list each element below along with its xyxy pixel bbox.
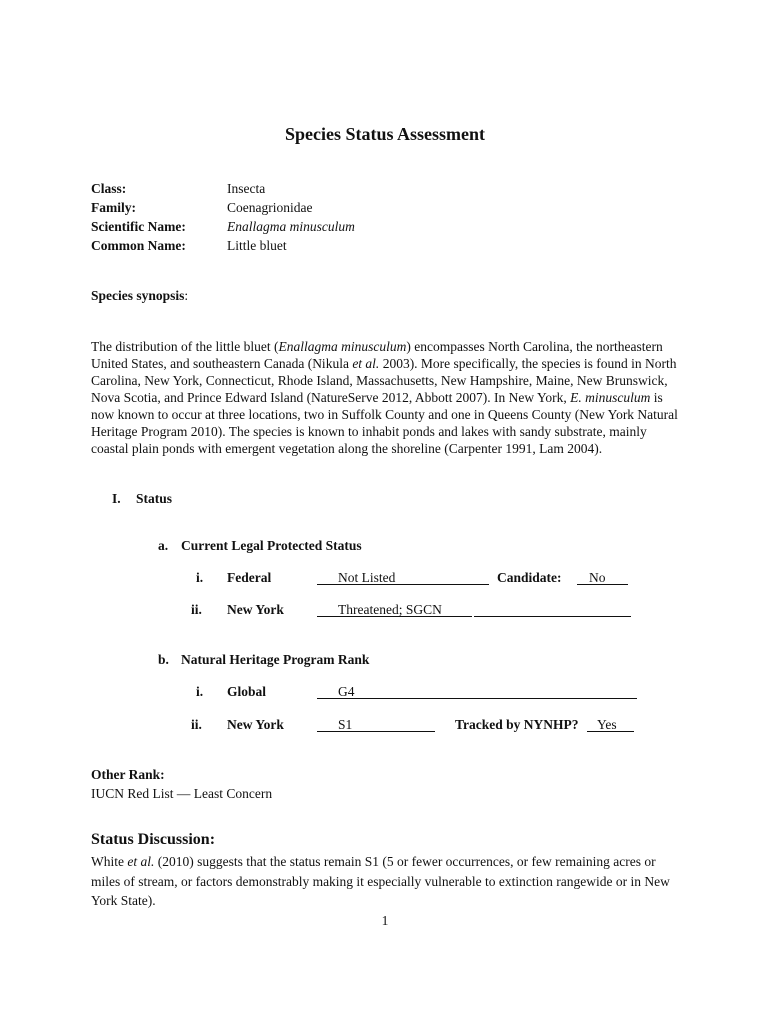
synopsis-text-2: ) encompasses North Carolina, the northeastern United States, and southeastern Canada (Nikula — [91, 339, 663, 371]
legal-status-heading: Current Legal Protected Status — [181, 538, 362, 553]
discussion-text-1: White — [91, 854, 128, 869]
other-rank-value: IUCN Red List — Least Concern — [91, 786, 273, 801]
status-number: I. — [112, 491, 121, 506]
ny-rank-number: ii. — [191, 717, 202, 732]
scientific-name-label: Scientific Name: — [91, 219, 186, 234]
common-name-label: Common Name: — [91, 238, 186, 253]
discussion-text-2: (2010) suggests that the status remain S1 (5 or fewer occurrences, or few remaining acres or miles of stream, or factors demonstrably making it especially vulnerable to extinction rangewide or in New York State). — [91, 854, 670, 908]
ny-legal-number: ii. — [191, 602, 202, 617]
candidate-value: No — [589, 570, 606, 585]
synopsis-text-4: is now known to occur at three locations, two in Suffolk County and one in Queens County (New York Natural Heritage Program 2010). The species is known to inhabit ponds and lakes with sandy substrate, mainly coastal plain ponds with emergent vegetation along the shoreline (Carpenter 1991, Lam 2004). — [91, 390, 678, 456]
synopsis-text-1: The distribution of the little bluet ( — [91, 339, 279, 354]
status-heading: Status — [136, 491, 173, 506]
synopsis-italic-3: E. minusculum — [570, 390, 651, 405]
family-label: Family: — [91, 200, 136, 215]
synopsis-heading-colon: : — [184, 288, 189, 303]
global-label: Global — [227, 684, 267, 699]
family-value: Coenagrionidae — [227, 200, 313, 215]
tracked-value: Yes — [597, 717, 617, 732]
ny-legal-value: Threatened; SGCN — [338, 602, 442, 617]
synopsis-heading-text: Species synopsis — [91, 288, 185, 303]
discussion-italic-1: et al. — [127, 854, 155, 869]
global-underline — [317, 698, 637, 699]
other-rank-label: Other Rank: — [91, 767, 165, 782]
heritage-rank-heading: Natural Heritage Program Rank — [181, 652, 370, 667]
federal-value: Not Listed — [338, 570, 396, 585]
global-value: G4 — [338, 684, 355, 699]
global-number: i. — [196, 684, 204, 699]
ny-legal-label: New York — [227, 602, 284, 617]
ny-rank-underline — [317, 731, 435, 732]
candidate-label: Candidate: — [497, 570, 562, 585]
class-label: Class: — [91, 181, 127, 196]
class-value: Insecta — [227, 181, 266, 196]
common-name-value: Little bluet — [227, 238, 287, 253]
federal-number: i. — [196, 570, 204, 585]
ny-legal-underline-2 — [474, 616, 631, 617]
ny-rank-value: S1 — [338, 717, 353, 732]
synopsis-italic-1: Enallagma minusculum — [278, 339, 407, 354]
synopsis-paragraph — [91, 338, 681, 457]
scientific-name-value: Enallagma minusculum — [227, 219, 355, 234]
legal-status-letter: a. — [158, 538, 169, 553]
page-number: 1 — [381, 913, 389, 928]
status-discussion-heading: Status Discussion: — [91, 831, 216, 848]
federal-label: Federal — [227, 570, 272, 585]
synopsis-heading — [91, 288, 188, 304]
status-discussion-paragraph — [91, 852, 681, 911]
synopsis-italic-2: et al. — [352, 356, 380, 371]
heritage-rank-letter: b. — [158, 652, 169, 667]
tracked-label: Tracked by NYNHP? — [455, 717, 579, 732]
page-title: Species Status Assessment — [284, 124, 485, 144]
synopsis-text-3: 2003). More specifically, the species is found in North Carolina, New York, Connecticut, Rhode Island, Massachusetts, New Hampshire, Maine, New Brunswick, Nova Scotia, and Prince Edward Island (NatureServe 2012, Abbott 2007). In New York, — [91, 356, 677, 405]
ny-rank-label: New York — [227, 717, 284, 732]
